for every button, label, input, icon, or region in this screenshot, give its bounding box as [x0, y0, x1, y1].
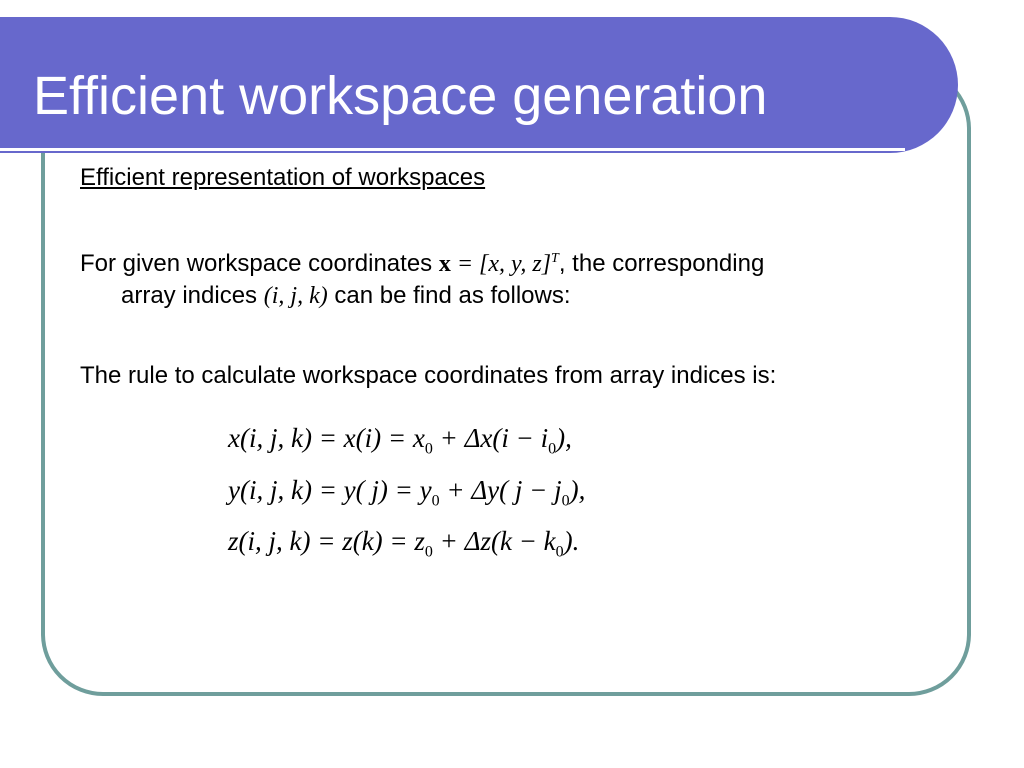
eq-y-mid: + Δy( j − j: [439, 475, 562, 505]
para1-line2-after: can be find as follows:: [334, 282, 571, 309]
equation-z: [228, 526, 579, 561]
para1-line2-before: array indices: [121, 282, 264, 309]
eq-y-sub2: 0: [561, 492, 570, 510]
para1-text-before: For given workspace coordinates: [80, 250, 439, 277]
eq-x-sub1: 0: [424, 440, 433, 458]
equation-x: [228, 423, 572, 458]
paragraph-indices: [121, 281, 571, 311]
eq-y-sub1: 0: [431, 492, 440, 510]
eq-x-lhs: x(i, j, k) = x(i) = x: [228, 423, 425, 453]
transpose-superscript: T: [551, 251, 559, 266]
section-heading: Efficient representation of workspaces: [80, 164, 486, 191]
paragraph-rule: The rule to calculate workspace coordinates from array indices is:: [80, 362, 777, 389]
eq-y-lhs: y(i, j, k) = y( j) = y: [228, 475, 432, 505]
eq-x-sub2: 0: [548, 440, 557, 458]
title-underline: [0, 148, 905, 151]
slide-title: Efficient workspace generation: [33, 66, 768, 126]
eq-z-mid: + Δz(k − k: [432, 526, 556, 556]
eq-z-sub2: 0: [555, 543, 564, 561]
eq-z-lhs: z(i, j, k) = z(k) = z: [228, 526, 425, 556]
eq-x-mid: + Δx(i − i: [432, 423, 549, 453]
vector-x-symbol: x: [438, 251, 451, 277]
eq-y-end: ),: [569, 475, 586, 505]
vector-x-rhs: = [x, y, z]: [456, 251, 552, 277]
eq-z-sub1: 0: [424, 543, 433, 561]
title-bar: [0, 17, 958, 153]
para1-text-after: , the corresponding: [558, 250, 765, 277]
paragraph-coordinates: [80, 244, 764, 279]
eq-x-end: ),: [556, 423, 572, 453]
equation-y: [228, 475, 585, 510]
vector-x-formula: [439, 251, 559, 277]
eq-z-end: ).: [563, 526, 580, 556]
indices-formula: (i, j, k): [263, 283, 328, 309]
